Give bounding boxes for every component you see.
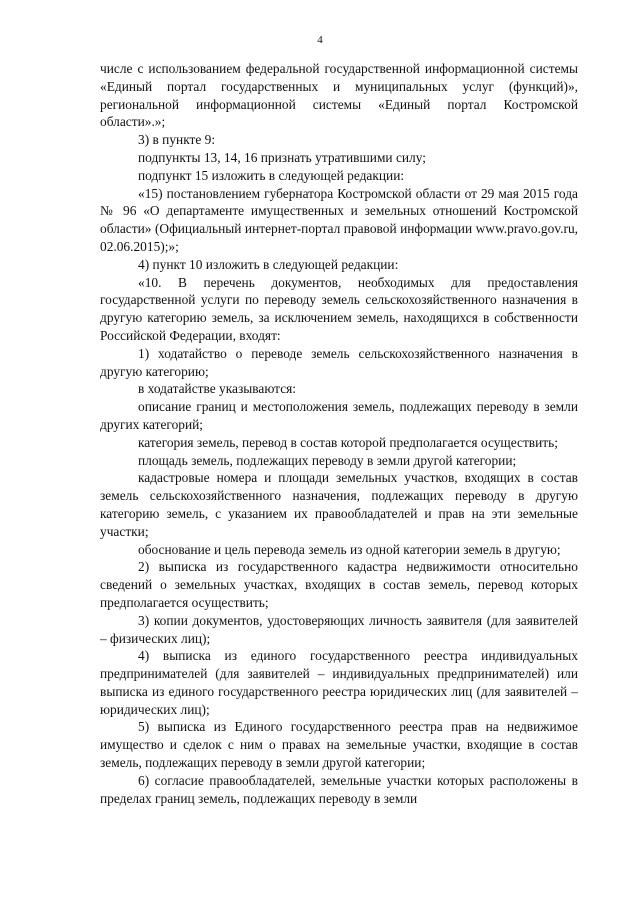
paragraph: площадь земель, подлежащих переводу в земли другой категории; (138, 452, 517, 468)
paragraph: «10. В перечень документов, необходимых для предоставления государственной услуги по переводу земель сельскохозяйственного назначения в другую категорию земель, за исключением земель, находящихся в собственности Российской Федерации, входят: (100, 274, 582, 343)
paragraph: числе с использованием федеральной государственной информационной системы «Единый портал государственных и муниципальных услуг (функций)», региональной информационной системы «Единый портал Костромской области».»; (100, 61, 582, 130)
paragraph: 1) ходатайство о переводе земель сельскохозяйственного назначения в другую категорию; (100, 345, 582, 379)
paragraph: 4) пункт 10 изложить в следующей редакции: (138, 256, 399, 272)
paragraph: кадастровые номера и площади земельных участков, входящих в состав земель сельскохозяйственного назначения, подлежащих переводу в другую категорию земель, с указанием их правообладателей и прав на эти земельные участки; (100, 470, 582, 539)
paragraph: категория земель, перевод в состав которой предполагается осуществить; (138, 434, 558, 450)
paragraph: «15) постановлением губернатора Костромской области от 29 мая 2015 года № 96 «О департаменте имущественных и земельных отношений Костромской области» (Официальный интернет-портал правовой информации www.pravo.gov.ru, 02.06.2015);»; (100, 185, 582, 254)
page-number: 4 (317, 34, 323, 46)
paragraph: 5) выписка из Единого государственного реестра прав на недвижимое имущество и сделок с ним о правах на земельные участки, входящие в состав земель, подлежащих переводу в земли другой категории; (100, 719, 582, 771)
paragraph: 6) согласие правообладателей, земельные участки которых расположены в пределах границ земель, подлежащих переводу в земли (100, 772, 582, 806)
paragraph: обоснование и цель перевода земель из одной категории земель в другую; (138, 541, 561, 557)
paragraph: описание границ и местоположения земель, подлежащих переводу в земли других категорий; (100, 399, 582, 432)
paragraph: подпункт 15 изложить в следующей редакции: (138, 167, 405, 183)
paragraph: 2) выписка из государственного кадастра недвижимости относительно сведений о земельных участках, входящих в состав земель, перевод которых предполагается осуществить; (100, 559, 582, 610)
paragraph: 4) выписка из единого государственного реестра индивидуальных предпринимателей (для заявителей – индивидуальных предпринимателей) или выписка из единого государственного реестра юридических лиц (для заявителей – юридических лиц); (100, 648, 582, 717)
document-body (100, 60, 582, 807)
paragraph: подпункты 13, 14, 16 признать утратившими силу; (138, 149, 426, 165)
paragraph: 3) копии документов, удостоверяющих личность заявителя (для заявителей – физических лиц); (100, 612, 582, 646)
paragraph: 3) в пункте 9: (138, 132, 216, 148)
paragraph: в ходатайстве указываются: (138, 381, 297, 397)
